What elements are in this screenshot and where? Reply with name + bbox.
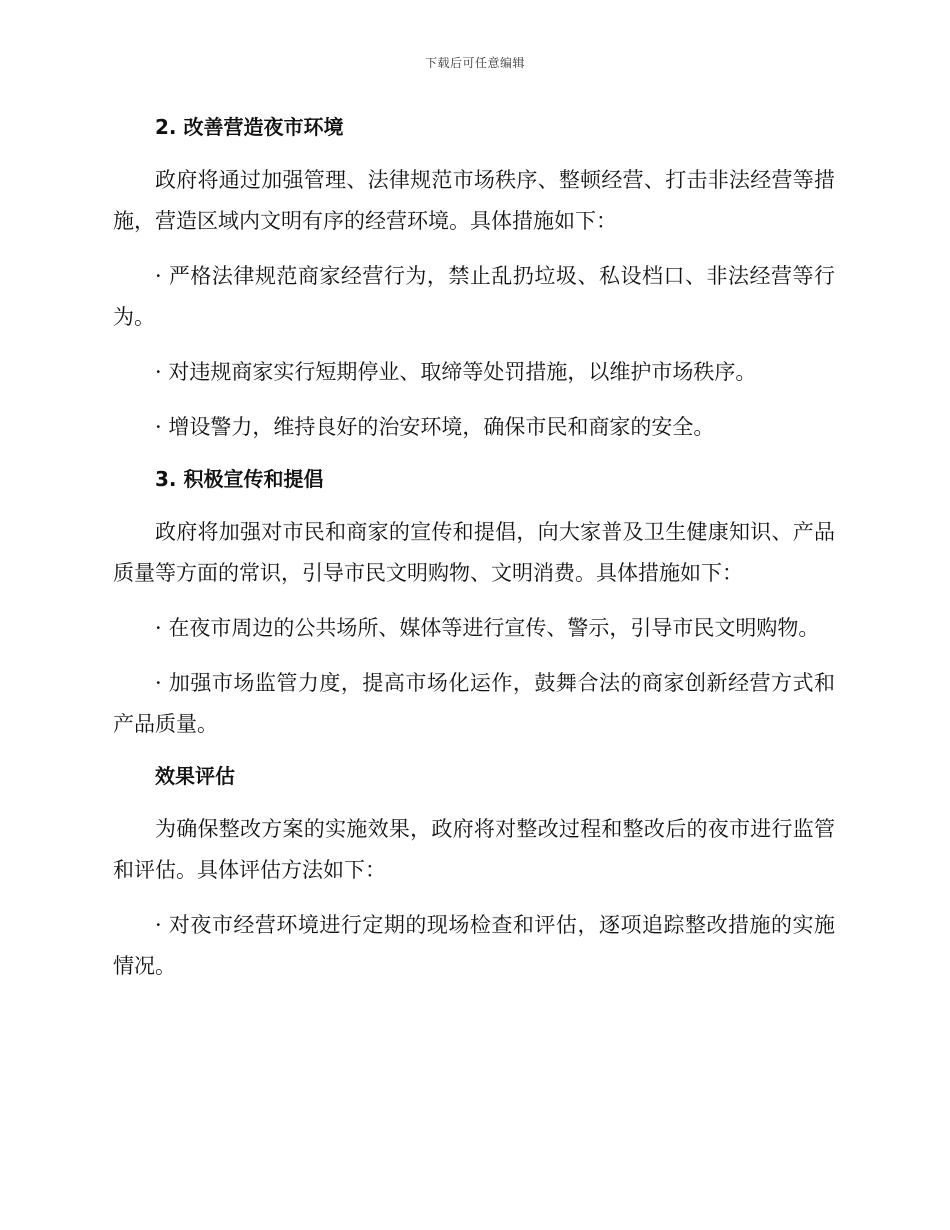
bullet-market-supervision: · 加强市场监管力度，提高市场化运作，鼓舞合法的商家创新经营方式和产品质量。: [113, 671, 835, 736]
bullet-police: · 增设警力，维持良好的治安环境，确保市民和商家的安全。: [155, 415, 715, 439]
bullet-penalties: · 对违规商家实行短期停业、取缔等处罚措施，以维护市场秩序。: [155, 360, 757, 384]
section-heading-evaluation: 效果评估: [155, 764, 235, 788]
paragraph-environment-intro: 政府将通过加强管理、法律规范市场秩序、整顿经营、打击非法经营等措施，营造区域内文明有序的经营环境。具体措施如下：: [113, 168, 835, 233]
page-header: 下载后可任意编辑: [424, 56, 525, 70]
paragraph-evaluation-intro: 为确保整改方案的实施效果，政府将对整改过程和整改后的夜市进行监管和评估。具体评估方法如下：: [113, 817, 835, 882]
section-heading-night-market-environment: 2. 改善营造夜市环境: [155, 115, 344, 139]
bullet-regulate-merchants: · 严格法律规范商家经营行为，禁止乱扔垃圾、私设档口、非法经营等行为。: [113, 264, 835, 329]
bullet-regular-inspection: · 对夜市经营环境进行定期的现场检查和评估，逐项追踪整改措施的实施情况。: [113, 913, 835, 978]
document-body: [113, 110, 835, 1001]
section-heading-publicity: 3. 积极宣传和提倡: [155, 467, 324, 491]
paragraph-publicity-intro: 政府将加强对市民和商家的宣传和提倡，向大家普及卫生健康知识、产品质量等方面的常识，引导市民文明购物、文明消费。具体措施如下：: [113, 520, 835, 585]
bullet-public-promotion: · 在夜市周边的公共场所、媒体等进行宣传、警示，引导市民文明购物。: [155, 616, 820, 640]
